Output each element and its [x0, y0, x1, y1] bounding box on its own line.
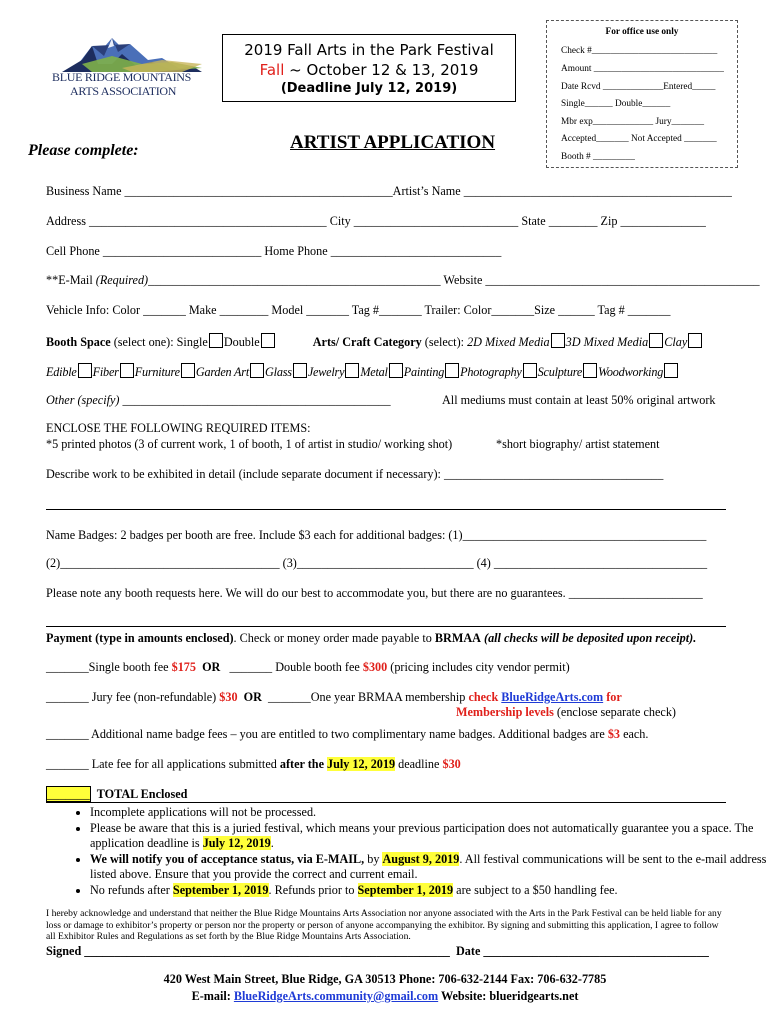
office-accepted-line: Accepted_______ Not Accepted _______ — [561, 134, 717, 144]
term-refunds-date2: September 1, 2019 — [357, 882, 454, 897]
logo-line1: BLUE RIDGE MOUNTAINS — [52, 70, 192, 84]
describe-work-field[interactable]: Describe work to be exhibited in detail (include separate document if necessary): ____________________________________ — [46, 467, 664, 481]
signed-field[interactable]: Signed ____________________________________________________________ — [46, 944, 450, 958]
badge-fee-label: _______ Additional name badge fees – you are entitled to two complimentary name badges. Additional badges are — [46, 727, 608, 741]
cat-photography-checkbox[interactable] — [523, 363, 537, 378]
cat-2d-mixed-media: 2D Mixed Media — [467, 335, 550, 349]
footer-address: 420 West Main Street, Blue Ridge, GA 30513 Phone: 706-632-2144 Fax: 706-632-7785 — [163, 972, 607, 986]
term-notify-end: . All festival communications will be sent to the e-mail address listed above. Ensure that you provide the correct and current email. — [90, 851, 767, 882]
total-blank[interactable]: _______ — [47, 787, 90, 801]
cat-glass: Glass — [265, 365, 292, 379]
late-fee-deadline: deadline — [395, 757, 443, 771]
membership-for: for — [603, 690, 622, 704]
term-juried-date: July 12, 2019 — [202, 836, 271, 851]
booth-select-text: (select one): — [110, 335, 177, 349]
cat-clay: Clay — [664, 335, 688, 349]
email-required: (Required) — [95, 273, 149, 287]
category-select-text: (select): — [421, 335, 468, 349]
double-label: Double — [223, 335, 260, 349]
festival-dates — [223, 61, 515, 79]
office-single-line: Single______ Double______ — [561, 99, 671, 109]
cat-fiber-checkbox[interactable] — [120, 363, 134, 378]
membership-levels: Membership levels — [456, 705, 554, 719]
term-incomplete: • Incomplete applications will not be processed. — [90, 805, 770, 821]
jury-fee-row[interactable] — [46, 690, 622, 705]
term-notify-by: by — [364, 851, 383, 866]
cat-sculpture-checkbox[interactable] — [583, 363, 597, 378]
term-refunds-mid: . Refunds prior to — [268, 882, 358, 897]
late-fee-amount: $30 — [442, 757, 461, 771]
term-refunds — [90, 883, 770, 899]
date-field[interactable]: Date _____________________________________ — [456, 944, 709, 958]
payment-text: . Check or money order made payable to — [233, 631, 435, 645]
enclose-photos: *5 printed photos (3 of current work, 1 of booth, 1 of artist in studio/ working shot) — [46, 437, 453, 451]
enclose-heading: ENCLOSE THE FOLLOWING REQUIRED ITEMS: — [46, 421, 311, 435]
late-fee-date: July 12, 2019 — [327, 757, 396, 771]
term-refunds-end: are subject to a $50 handling fee. — [453, 882, 618, 897]
cat-jewelry: Jewelry — [307, 365, 345, 379]
single-checkbox[interactable] — [209, 333, 223, 348]
membership-label: _______One year BRMAA membership — [268, 690, 469, 704]
cat-furniture: Furniture — [134, 365, 180, 379]
payment-heading — [46, 631, 696, 646]
cat-glass-checkbox[interactable] — [293, 363, 307, 378]
vehicle-info-field[interactable]: Vehicle Info: Color _______ Make ________ Model _______ Tag #_______ Trailer: Color_______Size ______ Tag # _______ — [46, 303, 671, 317]
cat-jewelry-checkbox[interactable] — [345, 363, 359, 378]
business-name-field[interactable]: Business Name ____________________________________________Artist’s Name ____________________________________________ — [46, 184, 732, 198]
other-specify-field[interactable] — [46, 393, 391, 408]
total-row[interactable] — [46, 787, 187, 802]
late-fee-after: after the — [279, 757, 324, 771]
terms-list — [46, 805, 770, 899]
badges-line-1[interactable]: Name Badges: 2 badges per booth are free. Include $3 each for additional badges: (1)________________________________________ — [46, 528, 707, 542]
term-juried — [90, 821, 770, 852]
payment-brmaa: BRMAA — [434, 631, 481, 645]
logo-line2: ARTS ASSOCIATION — [70, 84, 177, 98]
late-fee-row[interactable] — [46, 757, 461, 772]
office-use-box — [546, 20, 738, 168]
membership-separate-check: (enclose separate check) — [553, 705, 676, 719]
cat-woodworking-checkbox[interactable] — [664, 363, 678, 378]
term-notify-text: We will notify you of acceptance status, via E-MAIL, — [90, 851, 365, 866]
badge-fee-row[interactable] — [46, 727, 648, 742]
cat-painting-checkbox[interactable] — [445, 363, 459, 378]
single-label: Single — [176, 335, 208, 349]
cat-edible: Edible — [46, 365, 77, 379]
cat-3d-mixed-media: 3D Mixed Media — [565, 335, 649, 349]
term-refunds-text: No refunds after — [90, 882, 173, 897]
office-amount-line: Amount ____________________________ — [561, 64, 724, 74]
term-notify — [90, 852, 770, 883]
single-fee-label: _______Single booth fee — [46, 660, 172, 674]
office-use-heading: For office use only — [605, 27, 679, 37]
describe-line-2[interactable] — [46, 509, 726, 510]
page-title: ARTIST APPLICATION — [290, 132, 496, 153]
festival-title: 2019 Fall Arts in the Park Festival — [244, 41, 494, 59]
double-fee-note: (pricing includes city vendor permit) — [387, 660, 570, 674]
cat-garden-art: Garden Art — [195, 365, 250, 379]
jury-fee-label: _______ Jury fee (non-refundable) — [46, 690, 220, 704]
office-date-line: Date Rcvd _____________Entered_____ — [561, 82, 716, 92]
other-label: Other (specify) — [46, 393, 120, 407]
cat-fiber: Fiber — [92, 365, 119, 379]
office-check-line: Check #___________________________ — [561, 46, 718, 56]
blueridgearts-link[interactable]: BlueRidgeArts.com — [501, 690, 604, 704]
membership-check: check — [468, 690, 502, 704]
please-complete-label: Please complete: — [28, 142, 139, 159]
total-divider — [46, 802, 726, 803]
badge-fee-amount: $3 — [607, 727, 621, 741]
jury-fee-amount: $30 — [219, 690, 238, 704]
badge-fee-each: each. — [620, 727, 649, 741]
festival-fall-label: Fall — [259, 61, 285, 79]
cat-painting: Painting — [403, 365, 445, 379]
festival-date-range: ~ October 12 & 13, 2019 — [284, 61, 479, 79]
booth-requests-field[interactable]: Please note any booth requests here. We will do our best to accommodate you, but there are no guarantees. ______________________ — [46, 586, 703, 600]
membership-levels-row — [456, 705, 676, 720]
email-field[interactable] — [46, 273, 760, 288]
term-refunds-date1: September 1, 2019 — [172, 882, 269, 897]
or-label: OR — [202, 660, 221, 674]
footer-email-link[interactable]: BlueRidgeArts.community@gmail.com — [233, 989, 439, 1003]
cat-sculpture: Sculpture — [537, 365, 583, 379]
payment-note: (all checks will be deposited upon receipt). — [484, 631, 697, 645]
booth-space-label: Booth Space — [46, 335, 111, 349]
cat-clay-checkbox[interactable] — [688, 333, 702, 348]
acknowledgement-text: I hereby acknowledge and understand that neither the Blue Ridge Mountains Arts Association nor anyone associated with the Arts in the Park Festival can be held liable for any loss or damage to exhibitor’s property or person nor the property or person of anyone accompanying the exhibitor. By signing and submitting this application, I agree to follow all Exhibitor Rules and Regulations as set forth by the Blue Ridge Mountains Arts Association. — [46, 908, 722, 943]
cat-furniture-checkbox[interactable] — [181, 363, 195, 378]
footer-contact — [0, 989, 770, 1004]
cat-edible-checkbox[interactable] — [78, 363, 92, 378]
category-label: Arts/ Craft Category — [312, 335, 422, 349]
double-checkbox[interactable] — [261, 333, 275, 348]
late-fee-label: _______ Late fee for all applications submitted — [46, 757, 280, 771]
email-label: **E-Mail — [46, 273, 96, 287]
total-label: TOTAL Enclosed — [96, 787, 188, 801]
term-juried-end: . — [270, 836, 274, 851]
cat-woodworking: Woodworking — [598, 365, 664, 379]
email-website-line: ________________________________________________ Website _____________________________________________ — [148, 273, 760, 287]
other-line: ____________________________________________ — [119, 393, 391, 407]
booth-space-row — [46, 333, 703, 350]
enclose-bio: *short biography/ artist statement — [496, 437, 660, 451]
single-fee-amount: $175 — [171, 660, 196, 674]
payment-label: Payment (type in amounts enclosed) — [46, 631, 234, 645]
double-fee-amount: $300 — [362, 660, 388, 674]
term-juried-text: Please be aware that this is a juried festival, which means your previous participation does not automatically guarantee you a space. The application deadline is — [90, 820, 754, 851]
cat-3d-checkbox[interactable] — [649, 333, 663, 348]
brmaa-logo — [52, 34, 204, 100]
cat-metal-checkbox[interactable] — [389, 363, 403, 378]
requests-line-2[interactable] — [46, 626, 726, 627]
cat-metal: Metal — [360, 365, 388, 379]
booth-fee-row[interactable] — [46, 660, 570, 675]
term-notify-date: August 9, 2019 — [382, 851, 460, 866]
mediums-note: All mediums must contain at least 50% original artwork — [442, 393, 716, 407]
double-fee-label: _______ Double booth fee — [229, 660, 363, 674]
badges-line-2[interactable]: (2)____________________________________ (3)_____________________________ (4) ___________________________________ — [46, 556, 708, 570]
office-booth-line: Booth # _________ — [561, 152, 635, 162]
footer-email-label: E-mail: — [191, 989, 234, 1003]
phone-field[interactable]: Cell Phone __________________________ Home Phone ____________________________ — [46, 244, 502, 258]
festival-title-box — [222, 34, 516, 102]
address-field[interactable]: Address _______________________________________ City ___________________________ State ________ Zip ______________ — [46, 214, 706, 228]
office-mbr-line: Mbr exp_____________ Jury_______ — [561, 117, 705, 127]
cat-2d-checkbox[interactable] — [551, 333, 565, 348]
cat-photography: Photography — [460, 365, 522, 379]
festival-deadline: (Deadline July 12, 2019) — [280, 81, 458, 96]
category-row — [46, 363, 679, 380]
mountain-logo-icon — [52, 34, 204, 74]
footer-website: Website: blueridgearts.net — [438, 989, 579, 1003]
or-label-2: OR — [243, 690, 262, 704]
cat-garden-art-checkbox[interactable] — [250, 363, 264, 378]
